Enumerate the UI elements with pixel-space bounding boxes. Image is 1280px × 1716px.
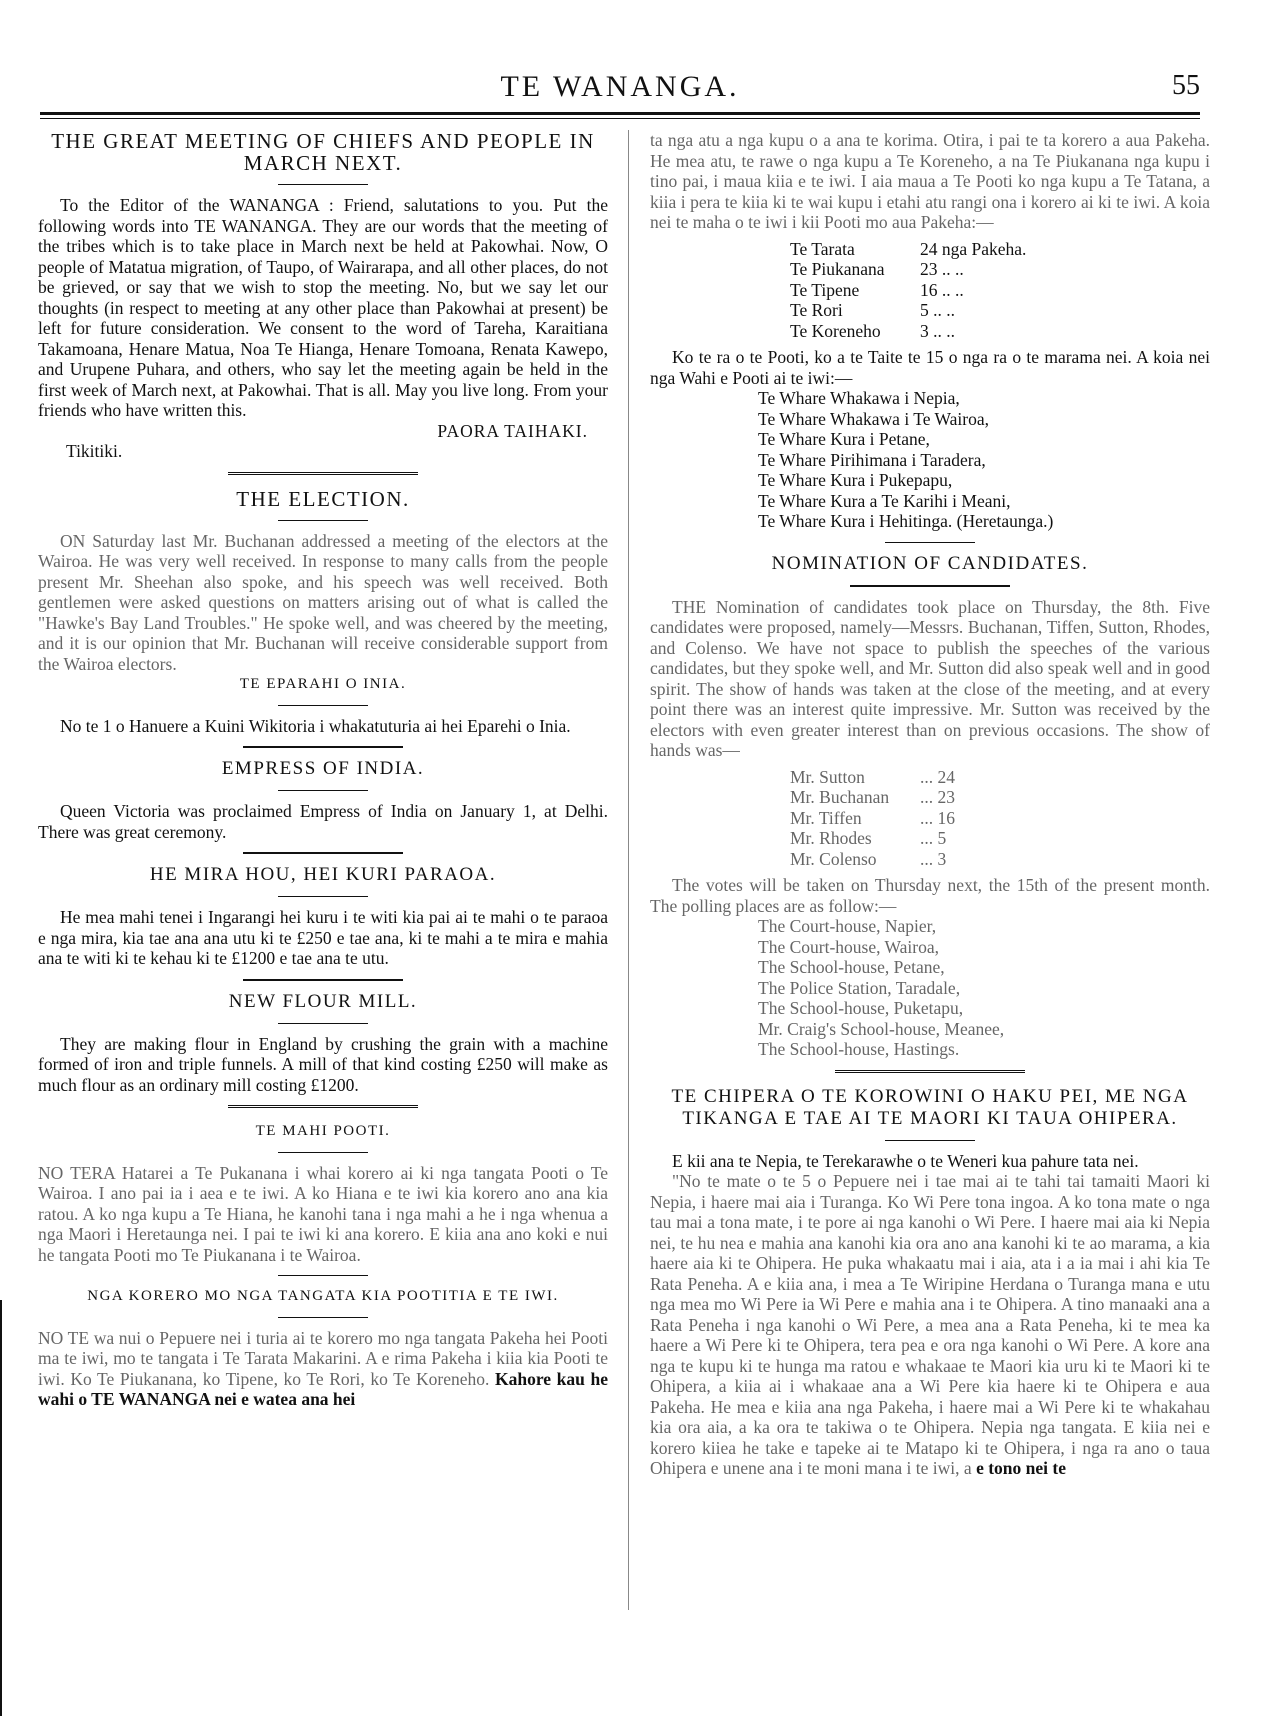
tally-row bbox=[790, 849, 1210, 870]
pooti-day: Ko te ra o te Pooti, ko a te Taite te 15 o nga ra o te marama nei. A koia nei nga Wahi e Pooti ai te iwi:— bbox=[650, 347, 1210, 388]
tally-row bbox=[790, 808, 1210, 829]
tally-value: 23 .. .. bbox=[920, 259, 964, 279]
tally-value: 24 nga Pakeha. bbox=[920, 238, 1027, 259]
tally-name: Mr. Buchanan bbox=[790, 787, 890, 807]
article-heading-eparehi: TE EPARAHI O INIA. bbox=[239, 676, 407, 692]
signature: PAORA TAIHAKI. bbox=[437, 420, 588, 441]
article-body-election: ON Saturday last Mr. Buchanan addressed a meeting of the electors at the Wairoa. He was very well received. In response to many calls from the people present Mr. Sheehan also spoke, and his speech was well received. Both gentlemen were asked questions on matters arising out of what is called the "Hawke's Bay Land Troubles." He spoke well, and was cheered by the meeting, and it is our opinion that Mr. Buchanan will receive considerable support from the Wairoa electors. bbox=[38, 530, 608, 674]
divider bbox=[278, 520, 368, 521]
tally-row bbox=[790, 828, 1210, 849]
header-rule bbox=[40, 112, 1200, 115]
tally-row bbox=[790, 239, 1210, 260]
article-body-flour: They are making flour in England by crushing the grain with a machine formed of iron and triple funnels. A mill of that kind costing £250 will make as much flour as an ordinary mill costing £1200. bbox=[38, 1033, 608, 1095]
list-item: Te Whare Whakawa i Te Wairoa, bbox=[758, 408, 989, 429]
tally-value: 3 .. .. bbox=[920, 320, 955, 341]
article-heading-election: THE ELECTION. bbox=[236, 486, 410, 511]
right-column bbox=[650, 130, 1210, 1479]
tally-name: Mr. Colenso bbox=[790, 848, 877, 869]
article-heading-flour: NEW FLOUR MILL. bbox=[228, 990, 418, 1012]
divider bbox=[243, 852, 403, 854]
article-body-tangata-start: NO TE wa nui o Pepuere nei i turia ai te korero mo nga tangata Pakeha hei Pooti ma te iwi, mo te tangata i Te Tarata Makarini. A e rima Pakeha i kiia kia Pooti te iwi. Ko Te Piukanana, ko Tipene, ko Te Rori, ko Te Koreneho. bbox=[38, 1327, 608, 1389]
tally-row bbox=[790, 767, 1210, 788]
tally-value: ... 16 bbox=[920, 807, 955, 828]
article-body-mira: He mea mahi tenei i Ingarangi hei kuru i te witi kia pai ai te mahi o te paraoa e nga mira, kia tae ana ana utu ki te £250 e tae ana, ki te mahi a te mira e mahia ana te witi ki te kehau ki te £1200 e tae ana te utu. bbox=[38, 907, 608, 968]
nomination-tally bbox=[790, 767, 1210, 870]
tally-name: Te Koreneho bbox=[790, 320, 881, 341]
list-item: Te Whare Kura i Hehitinga. (Heretaunga.) bbox=[758, 511, 1054, 531]
divider bbox=[278, 705, 368, 706]
article-body-empress: Queen Victoria was proclaimed Empress of India on January 1, at Delhi. There was great ceremony. bbox=[38, 801, 608, 842]
divider bbox=[278, 1152, 368, 1153]
list-item: The Court-house, Wairoa, bbox=[758, 936, 939, 957]
tally-name: Mr. Sutton bbox=[790, 766, 865, 787]
tally-value: ... 3 bbox=[920, 848, 947, 869]
list-item: Te Whare Whakawa i Nepia, bbox=[758, 388, 960, 408]
binding-edge bbox=[0, 1300, 2, 1716]
tally-value: 16 .. .. bbox=[920, 279, 964, 300]
tally-row bbox=[790, 321, 1210, 342]
divider bbox=[243, 979, 403, 981]
article-body-chipera-start: "No te mate o te 5 o Pepuere nei i tae mai ai te tahi tai tamaiti Maori ki Nepia, i haere mai aia i Turanga. Ko Wi Pere tona ingoa. A ko tona mate o nga tau mai a tona mate, i te pore ai nga kanohi o Wi Pere. I haere mai aia ki Nepia nei, te hu nea e mahia ana kanohi kia ora ano ana kanohi ki te ao marama, a kia haere aia ki te Ohipera. He puka whakaatu mai i aia, ata i a ia mai i ahi kia Te Rata Peneha. A e kiia ana, i mea a Te Wiripine Herdana o Turanga mana e utu nga mea mo Wi Pere ia Wi Pere e mahia ana i te Ohipera. A tino manaaki ana a Rata Peneha i nga kanohi o Wi Pere, a mea ana a Rata Peneha, ki te mea ka haere a Wi Pere ki te Ohipera, tera pea e ora nga kanohi o Wi Pere. A kore ana nga te kupu ki te hunga ma ratou e whakaae te Maori kia uru ki te Maori ki te Ohipera, a kiia ai i whakaae ana a Wi Pere kia haere ki te Ohipera e aua Pakeha. He mea e kiia ana nga Pakeha, i haere mai a Wi Pere ki te whakahau kia ora aia, a ka ora te takiwa o te Ohipera. Nepia nga tangata. E kiia nei e korero kiiea he take e tapeke ai te Matapo ki te Ohipera, i nga ra ano o taua Ohipera e unene ana i te moni mana i te iwi, a bbox=[650, 1171, 1210, 1478]
article-body-chipera bbox=[650, 1171, 1210, 1479]
article-body-tangata bbox=[38, 1328, 608, 1410]
article-body-tangata-end: Kahore kau he wahi o TE WANANGA nei e watea ana hei bbox=[38, 1368, 609, 1409]
article-heading-tangata: NGA KORERO MO NGA TANGATA KIA POOTITIA E TE IWI. bbox=[87, 1288, 559, 1304]
chipera-intro: E kii ana te Nepia, te Terekarawhe o te Weneri kua pahure tata nei. bbox=[672, 1150, 1139, 1171]
article-heading-meeting: THE GREAT MEETING OF CHIEFS AND PEOPLE IN MARCH NEXT. bbox=[51, 129, 595, 175]
divider bbox=[243, 746, 403, 748]
tally-value: ... 23 bbox=[920, 787, 955, 807]
divider bbox=[278, 1317, 368, 1318]
list-item: Te Whare Kura a Te Karihi i Meani, bbox=[758, 490, 1011, 511]
divider bbox=[278, 896, 368, 897]
article-heading-nomination: NOMINATION OF CANDIDATES. bbox=[771, 552, 1089, 574]
continued-text: ta nga atu a nga kupu o a ana te korima. Otira, i pai te ta korero a aua Pakeha. He mea atu, te rawe o nga kupu a Te Koreneho, a na Te Piukanana nga kupu i tino pai, i maua kiia e te iwi. I aia maua a Te Pooti ko nga kupu a Te Tatana, a kiia i pera te kiia ki te wai kupu i etahi atu rangi ona i korero ai ki te iwi. A koia nei te maha o te iwi i kii Pooti mo aua Pakeha:— bbox=[650, 130, 1210, 232]
divider bbox=[885, 542, 975, 543]
column-divider bbox=[628, 130, 629, 1610]
list-item: The School-house, Petane, bbox=[758, 957, 945, 977]
tally-value: ... 5 bbox=[920, 828, 947, 848]
list-item: Te Whare Pirihimana i Taradera, bbox=[758, 449, 986, 470]
list-item: The Police Station, Taradale, bbox=[758, 977, 961, 998]
article-heading-mira: HE MIRA HOU, HEI KURI PARAOA. bbox=[149, 864, 497, 885]
article-body-meeting: To the Editor of the WANANGA : Friend, salutations to you. Put the following words into TE WANANGA. They are our words that the meeting of the tribes which is to take place in March next be held at Pakowhai. Now, O people of Matatua migration, of Taupo, of Wairarapa, and all other places, do not be grieved, or say that we wish to stop the meeting. No, but we say let our thoughts (in respect to meeting at any other place than Pakowhai at present) be left for future consideration. We consent to the word of Tareha, Karaitiana Takamoana, Henare Matua, Noa Te Hianga, Henare Tomoana, Renata Kawepo, and Urupene Puhara, and others, who say let the meeting again be held in the first week of March next, at Pakowhai. That is all. May you live long. From your friends who have written this. bbox=[38, 195, 608, 420]
list-item: The School-house, Puketapu, bbox=[758, 998, 964, 1018]
tally-row bbox=[790, 300, 1210, 321]
article-body-eparehi: No te 1 o Hanuere a Kuini Wikitoria i whakatuturia ai hei Eparehi o Inia. bbox=[60, 715, 571, 736]
polling-intro: The votes will be taken on Thursday next, the 15th of the present month. The polling places are as follow:— bbox=[650, 875, 1210, 916]
article-body-chipera-end: e tono nei te bbox=[976, 1458, 1066, 1478]
divider bbox=[228, 1105, 418, 1111]
pooti-places bbox=[650, 388, 1210, 532]
list-item: Te Whare Kura i Petane, bbox=[758, 429, 930, 449]
article-heading-empress: EMPRESS OF INDIA. bbox=[221, 758, 425, 779]
article-body-mahi-pooti: NO TERA Hatarei a Te Pukanana i whai korero ai ki nga tangata Pooti o Te Wairoa. I ano pai ia i aea e te iwi. A ko Hiana e te iwi kia korero ano ana kia ratou. A ko nga kupu a Te Hiana, he kanohi tana i nga mahi a he i nga whenua a nga Maori i Heretaunga nei. I pai te iwi ki ana korero. E kiia ana ano koki e nui he tangata Pooti mo Te Piukanana i te Wairoa. bbox=[38, 1162, 608, 1265]
tally-name: Te Tipene bbox=[790, 279, 860, 300]
tally-row bbox=[790, 787, 1210, 808]
article-heading-mahi-pooti: TE MAHI POOTI. bbox=[255, 1123, 391, 1139]
place-name: Tikitiki. bbox=[66, 441, 123, 461]
article-heading-chipera: TE CHIPERA O TE KOROWINI O HAKU PEI, ME NGA TIKANGA E TAE AI TE MAORI KI TAUA OHIPERA. bbox=[671, 1085, 1189, 1129]
divider bbox=[278, 790, 368, 791]
tally-name: Te Rori bbox=[790, 300, 843, 320]
tally-row bbox=[790, 280, 1210, 301]
divider bbox=[278, 1023, 368, 1024]
page-number: 55 bbox=[1172, 70, 1200, 101]
divider bbox=[228, 472, 418, 478]
list-item: The Court-house, Napier, bbox=[758, 916, 937, 936]
divider bbox=[850, 585, 1010, 587]
tally-row bbox=[790, 259, 1210, 280]
article-body-nomination: THE Nomination of candidates took place on Thursday, the 8th. Five candidates were proposed, namely—Messrs. Buchanan, Tiffen, Sutton, Rhodes, and Colenso. We have not space to publish the speeches of the various candidates, but they spoke well, and Mr. Sutton did also speak well and in good spirit. The show of hands was taken at the close of the meeting, and at every point there was an interest quite impressive. Mr. Sutton was received by the electors with even greater interest than on previous occasions. The show of hands was— bbox=[650, 596, 1210, 760]
list-item: The School-house, Hastings. bbox=[758, 1039, 960, 1059]
list-item: Mr. Craig's School-house, Meanee, bbox=[758, 1018, 1005, 1039]
pooti-tally bbox=[790, 239, 1210, 342]
tally-value: 5 .. .. bbox=[920, 300, 955, 320]
divider bbox=[278, 1275, 368, 1276]
page-header bbox=[40, 62, 1200, 112]
tally-name: Mr. Rhodes bbox=[790, 828, 872, 848]
tally-name: Mr. Tiffen bbox=[790, 807, 862, 828]
header-rule-thin bbox=[40, 118, 1200, 119]
tally-name: Te Piukanana bbox=[790, 259, 885, 279]
list-item: Te Whare Kura i Pukepapu, bbox=[758, 470, 953, 490]
page-title: TE WANANGA. bbox=[500, 70, 740, 103]
tally-name: Te Tarata bbox=[790, 238, 855, 259]
polling-places bbox=[650, 916, 1210, 1060]
divider bbox=[885, 1140, 975, 1141]
left-column bbox=[38, 130, 608, 1410]
tally-value: ... 24 bbox=[920, 766, 955, 787]
divider bbox=[278, 184, 368, 185]
divider bbox=[835, 1070, 1025, 1076]
